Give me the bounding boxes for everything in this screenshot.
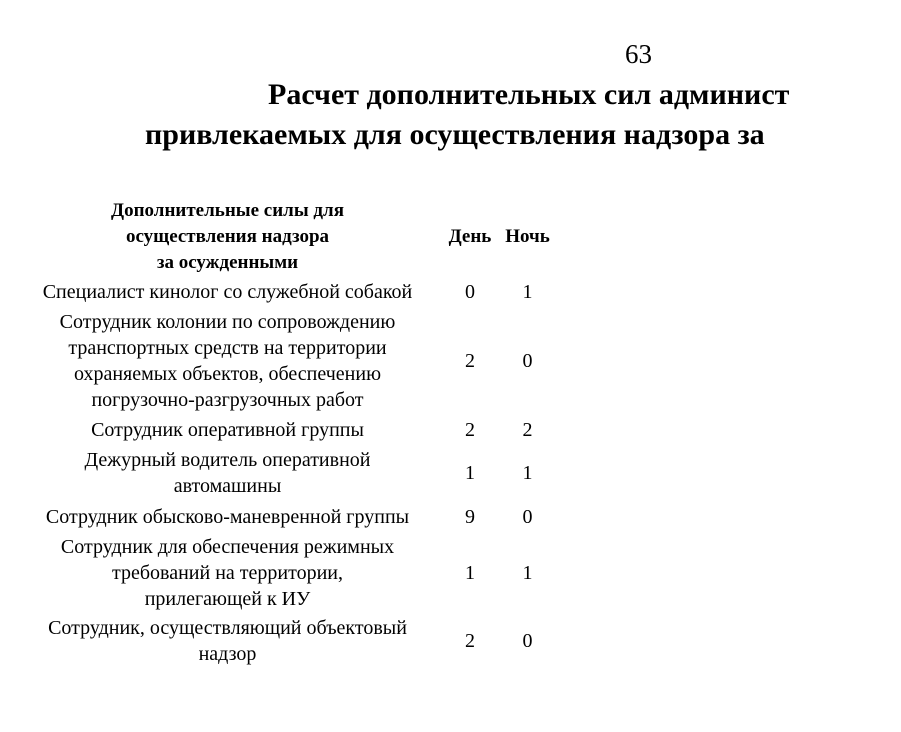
- day-cell: 0: [465, 281, 475, 303]
- table-row: [15, 501, 555, 533]
- title-line-2: привлекаемых для осуществления надзора за: [145, 118, 765, 151]
- table-header-row: [15, 197, 555, 277]
- day-cell: 1: [465, 462, 475, 484]
- page-number: 63: [625, 39, 652, 69]
- day-cell: 9: [465, 506, 475, 528]
- day-cell: 1: [465, 562, 475, 584]
- night-cell: 1: [522, 281, 533, 303]
- table-row: [15, 445, 555, 501]
- role-line: требований на территории,: [112, 562, 343, 584]
- role-line: Специалист кинолог со служебной собакой: [42, 281, 413, 303]
- header-night: Ночь: [505, 226, 550, 247]
- header-day: День: [448, 226, 492, 247]
- role-line: транспортных средств на территории: [68, 337, 387, 359]
- role-cell: [15, 613, 440, 669]
- table-row: [15, 415, 555, 445]
- role-line: надзор: [198, 643, 257, 665]
- role-cell: [15, 501, 440, 533]
- role-line: погрузочно-разгрузочных работ: [91, 389, 364, 411]
- day-cell: 2: [465, 630, 475, 652]
- night-cell: 0: [522, 506, 533, 528]
- night-cell: 0: [522, 630, 533, 652]
- header-role-line: осуществления надзора: [125, 226, 330, 247]
- header-role-line: Дополнительные силы для: [111, 200, 344, 221]
- forces-table: [15, 197, 555, 669]
- role-line: Сотрудник для обеспечения режимных: [60, 536, 395, 558]
- role-line: охраняемых объектов, обеспечению: [73, 363, 382, 385]
- role-cell: [15, 445, 440, 501]
- role-cell: [15, 307, 440, 415]
- role-line: Дежурный водитель оперативной: [84, 449, 371, 471]
- header-role-line: за осужденными: [156, 252, 299, 273]
- day-cell: 2: [465, 350, 475, 372]
- night-cell: 0: [522, 350, 533, 372]
- role-line: автомашины: [173, 475, 282, 497]
- table-row: [15, 533, 555, 613]
- title-line-1: Расчет дополнительных сил админист: [268, 78, 790, 111]
- header-role: [15, 197, 440, 277]
- role-cell: [15, 277, 440, 307]
- role-cell: [15, 415, 440, 445]
- night-cell: 1: [522, 462, 533, 484]
- role-line: прилегающей к ИУ: [144, 588, 311, 610]
- role-line: Сотрудник оперативной группы: [91, 419, 364, 441]
- role-line: Сотрудник колонии по сопровождению: [59, 311, 396, 333]
- table-row: [15, 613, 555, 669]
- night-cell: 1: [522, 562, 533, 584]
- role-line: Сотрудник, осуществляющий объектовый: [48, 617, 407, 639]
- role-cell: [15, 533, 440, 613]
- table-row: [15, 307, 555, 415]
- night-cell: 2: [522, 419, 533, 441]
- day-cell: 2: [465, 419, 475, 441]
- table-row: [15, 277, 555, 307]
- role-line: Сотрудник обысково-маневренной группы: [45, 506, 410, 528]
